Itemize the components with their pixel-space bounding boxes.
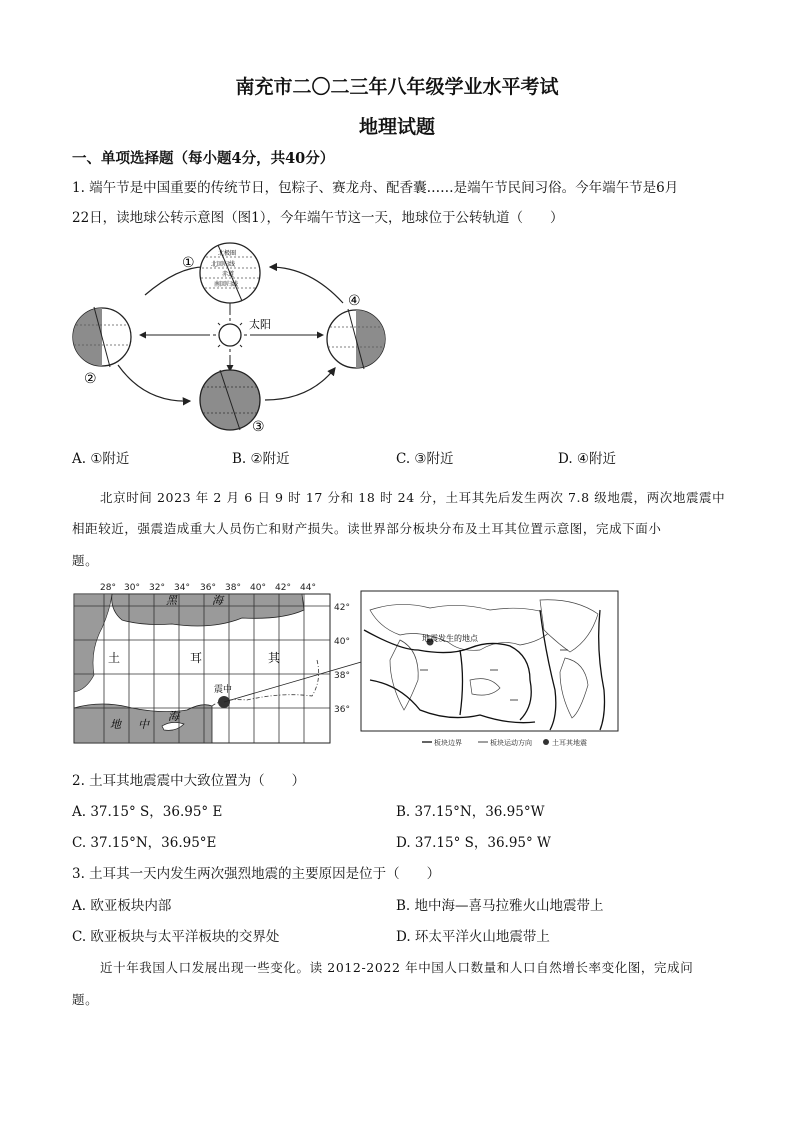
svg-text:地: 地 bbox=[110, 718, 121, 731]
legend-plate-boundary: 板块边界 bbox=[434, 739, 462, 747]
q1-text-line2: 22日，读地球公转示意图（图1），今年端午节这一天，地球位于公转轨道（ ） bbox=[72, 210, 564, 226]
q3-option-a[interactable]: A. 欧亚板块内部 bbox=[72, 898, 172, 914]
svg-text:南回归线: 南回归线 bbox=[214, 281, 239, 288]
orbit-arrow bbox=[118, 365, 190, 401]
svg-text:34°: 34° bbox=[174, 583, 190, 593]
svg-text:震中: 震中 bbox=[214, 685, 233, 695]
svg-text:42°: 42° bbox=[275, 583, 291, 593]
q3-option-c[interactable]: C. 欧亚板块与太平洋板块的交界处 bbox=[72, 929, 280, 945]
orbit-arrow bbox=[270, 267, 343, 303]
intro3-line1: 近十年我国人口发展出现一些变化。读 2012-2022 年中国人口数量和人口自然增长率变化图，完成问 bbox=[100, 960, 694, 975]
intro2-line2: 相距较近，强震造成重大人员伤亡和财产损失。读世界部分板块分布及土耳其位置示意图，完成下面小 bbox=[72, 521, 662, 536]
q2-option-c[interactable]: C. 37.15°N，36.95°E bbox=[72, 835, 217, 851]
section-heading: 一、单项选择题（每小题4分，共40分） bbox=[72, 150, 335, 167]
quake-annotation: 地震发生的地点 bbox=[422, 634, 478, 643]
exam-title: 南充市二〇二三年八年级学业水平考试 bbox=[235, 76, 559, 98]
svg-text:44°: 44° bbox=[300, 583, 316, 593]
svg-text:赤道: 赤道 bbox=[222, 271, 235, 278]
q1-text-line1: 1. 端午节是中国重要的传统节日，包粽子、赛龙舟、配香囊……是端午节民间习俗。今年端午节是6月 bbox=[72, 180, 679, 196]
svg-text:北回归线: 北回归线 bbox=[211, 261, 236, 268]
position-4-label: ④ bbox=[348, 293, 361, 309]
svg-text:42°: 42° bbox=[334, 603, 350, 613]
svg-text:海: 海 bbox=[212, 594, 223, 607]
svg-text:土: 土 bbox=[108, 651, 121, 665]
legend-plate-motion: 板块运动方向 bbox=[490, 739, 532, 747]
q3-stem: 3. 土耳其一天内发生两次强烈地震的主要原因是位于（ ） bbox=[72, 866, 441, 882]
earth-position-1 bbox=[200, 243, 260, 303]
svg-text:40°: 40° bbox=[334, 637, 350, 647]
svg-text:36°: 36° bbox=[200, 583, 216, 593]
world-plates-map bbox=[360, 590, 620, 750]
earth-position-2 bbox=[73, 307, 131, 367]
q1-option-d[interactable]: D. ④附近 bbox=[558, 451, 617, 467]
q1-option-b[interactable]: B. ②附近 bbox=[232, 451, 290, 467]
q1-option-c[interactable]: C. ③附近 bbox=[396, 451, 454, 467]
svg-text:40°: 40° bbox=[250, 583, 266, 593]
q3-option-b[interactable]: B. 地中海—喜马拉雅火山地震带上 bbox=[396, 898, 604, 914]
exam-subtitle: 地理试题 bbox=[358, 116, 435, 138]
q2-stem: 2. 土耳其地震震中大致位置为（ ） bbox=[72, 773, 306, 789]
q3-option-d[interactable]: D. 环太平洋火山地震带上 bbox=[396, 929, 550, 945]
svg-text:38°: 38° bbox=[334, 671, 350, 681]
sun-icon bbox=[213, 318, 247, 352]
svg-text:耳: 耳 bbox=[190, 651, 203, 665]
q2-option-b[interactable]: B. 37.15°N，36.95°W bbox=[396, 804, 545, 820]
svg-text:38°: 38° bbox=[225, 583, 241, 593]
intro2-line3: 题。 bbox=[72, 553, 99, 568]
intro3-line2: 题。 bbox=[72, 992, 99, 1007]
legend-turkey-quake: 土耳其地震 bbox=[552, 739, 587, 747]
orbit-arrow bbox=[265, 368, 335, 400]
svg-text:北极圈: 北极圈 bbox=[218, 250, 237, 257]
q2-option-a[interactable]: A. 37.15° S，36.95° E bbox=[72, 804, 223, 820]
position-3-label: ③ bbox=[252, 419, 265, 435]
svg-text:36°: 36° bbox=[334, 705, 350, 715]
sun-label: 太阳 bbox=[249, 318, 271, 331]
position-2-label: ② bbox=[84, 371, 97, 387]
svg-text:黑: 黑 bbox=[166, 594, 177, 607]
svg-text:其: 其 bbox=[268, 651, 281, 665]
earth-orbit-figure bbox=[60, 235, 400, 435]
position-1-label: ① bbox=[182, 255, 195, 271]
q1-option-a[interactable]: A. ①附近 bbox=[72, 451, 130, 467]
svg-text:海: 海 bbox=[168, 710, 179, 723]
q2-option-d[interactable]: D. 37.15° S，36.95° W bbox=[396, 835, 551, 851]
svg-text:中: 中 bbox=[138, 718, 149, 731]
intro2-line1: 北京时间 2023 年 2 月 6 日 9 时 17 分和 18 时 24 分，土耳其先后发生两次 7.8 级地震，两次地震震中 bbox=[100, 490, 726, 505]
svg-text:28°: 28° bbox=[100, 583, 116, 593]
svg-text:32°: 32° bbox=[149, 583, 165, 593]
orbit-arrow bbox=[145, 267, 208, 295]
svg-text:30°: 30° bbox=[124, 583, 140, 593]
earth-position-3 bbox=[200, 370, 260, 430]
earth-position-4 bbox=[327, 309, 385, 369]
